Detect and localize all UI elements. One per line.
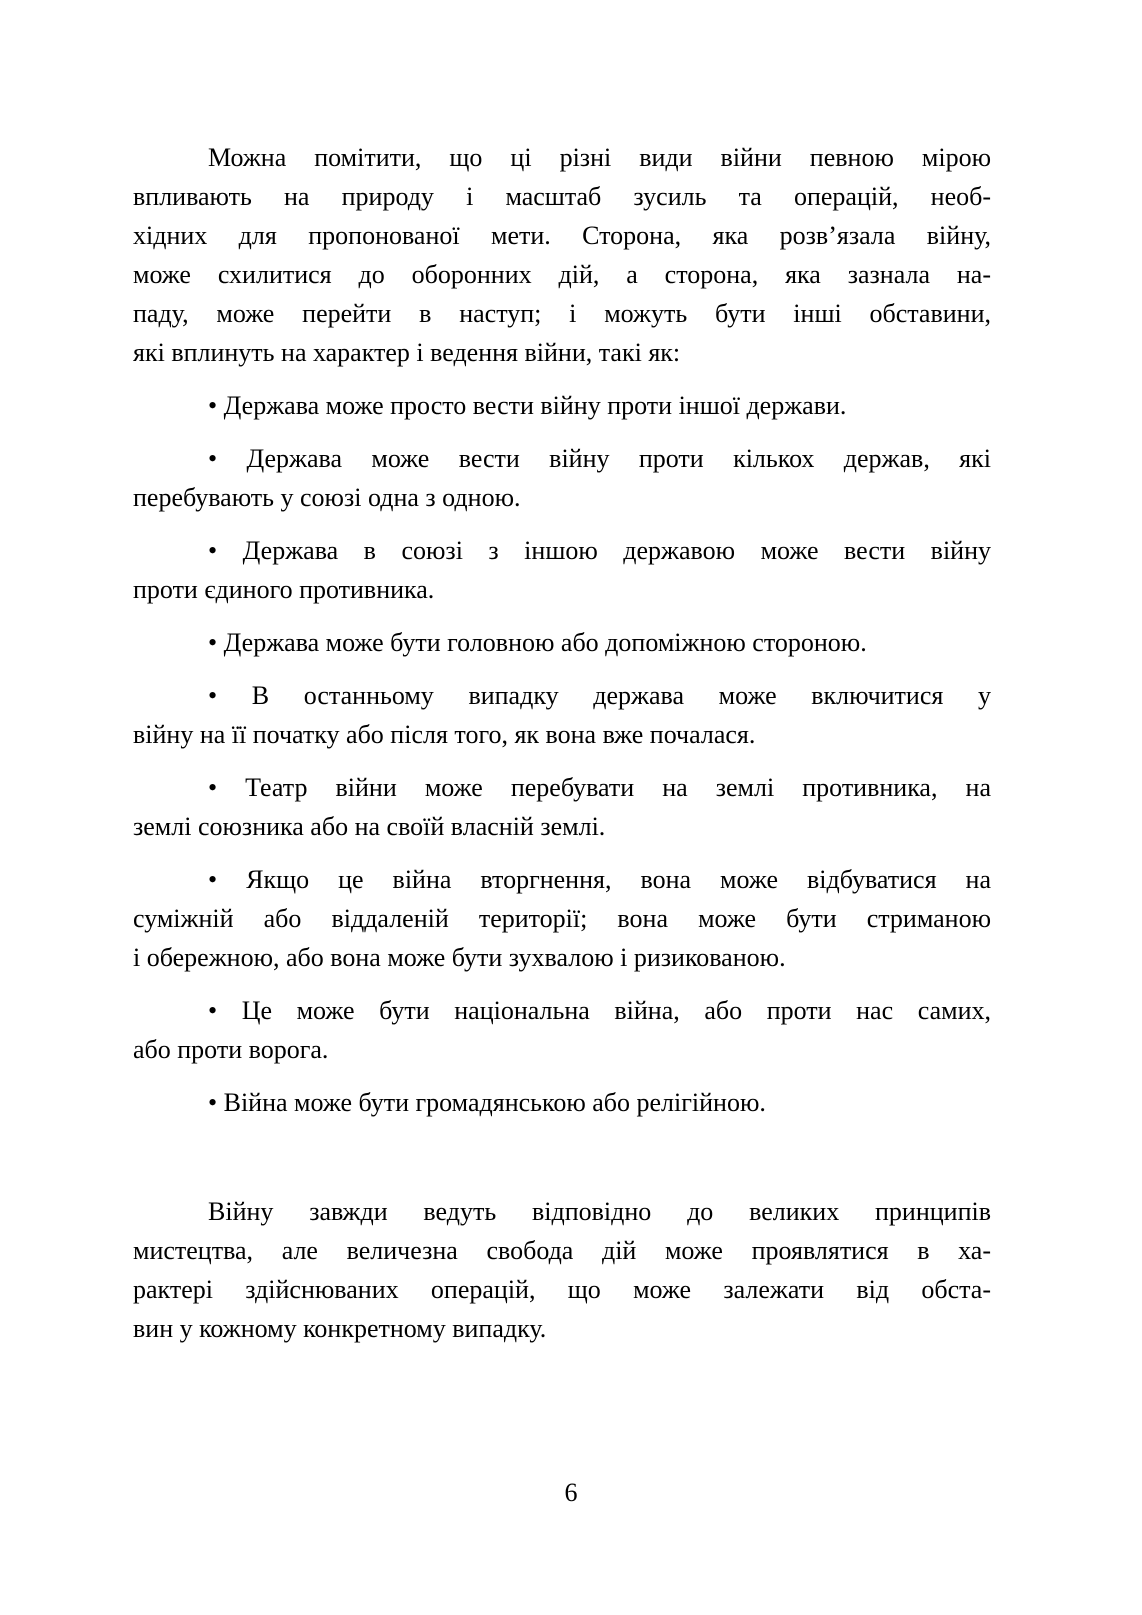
text-line: або проти ворога. — [133, 1035, 329, 1064]
text-line: • Держава в союзі з іншою державою може вести війну — [208, 536, 991, 565]
bullet-item — [133, 991, 991, 1069]
bullet-item — [133, 860, 991, 977]
text-line: хідних для пропонованої мети. Сторона, яка розв’язала війну, — [133, 221, 991, 250]
text-line: може схилитися до оборонних дій, а сторона, яка зазнала на- — [133, 260, 991, 289]
bullet-item — [133, 439, 991, 517]
text-block — [133, 138, 991, 1348]
bullet-item — [133, 1083, 991, 1122]
text-line: землі союзника або на своїй власній землі. — [133, 812, 606, 841]
text-line: • Держава може бути головною або допоміжною стороною. — [208, 628, 867, 657]
text-line: суміжній або віддаленій території; вона може бути стриманою — [133, 904, 991, 933]
text-line: війну на її початку або після того, як вона вже почалася. — [133, 720, 756, 749]
bullet-item — [133, 623, 991, 662]
text-line: Можна помітити, що ці різні види війни певною мірою — [208, 143, 991, 172]
text-line: вин у кожному конкретному випадку. — [133, 1314, 547, 1343]
text-line: впливають на природу і масштаб зусиль та операцій, необ- — [133, 182, 991, 211]
text-line: • В останньому випадку держава може включитися у — [208, 681, 991, 710]
text-line: рактері здійснюваних операцій, що може залежати від обста- — [133, 1275, 991, 1304]
text-line: • Держава може вести війну проти кількох держав, які — [208, 444, 991, 473]
text-line: • Війна може бути громадянською або релігійною. — [208, 1088, 766, 1117]
bullet-item — [133, 386, 991, 425]
bullet-item — [133, 676, 991, 754]
text-line: і обережною, або вона може бути зухвалою і ризикованою. — [133, 943, 786, 972]
text-line: • Якщо це війна вторгнення, вона може відбуватися на — [208, 865, 991, 894]
text-line: • Це може бути національна війна, або проти нас самих, — [208, 996, 991, 1025]
text-line: мистецтва, але величезна свобода дій може проявлятися в ха- — [133, 1236, 991, 1265]
text-line: перебувають у союзі одна з одною. — [133, 483, 521, 512]
intro-paragraph — [133, 138, 991, 372]
closing-paragraph — [133, 1192, 991, 1348]
text-line: • Держава може просто вести війну проти іншої держави. — [208, 391, 847, 420]
text-line: Війну завжди ведуть відповідно до великих принципів — [208, 1197, 991, 1226]
bullet-item — [133, 531, 991, 609]
text-line: проти єдиного противника. — [133, 575, 435, 604]
text-line: які вплинуть на характер і ведення війни, такі як: — [133, 338, 681, 367]
bullet-item — [133, 768, 991, 846]
text-line: паду, може перейти в наступ; і можуть бути інші обставини, — [133, 299, 991, 328]
page-number: 6 — [564, 1478, 578, 1507]
text-line: • Театр війни може перебувати на землі противника, на — [208, 773, 991, 802]
